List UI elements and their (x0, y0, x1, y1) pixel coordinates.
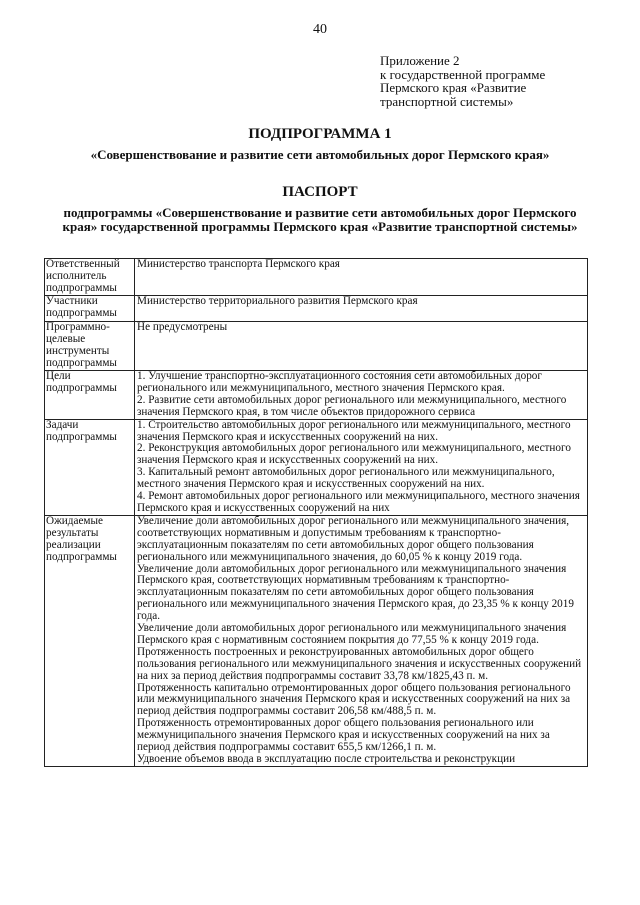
table-row (45, 515, 588, 766)
appendix-line: Приложение 2 (380, 53, 460, 68)
table-row (45, 259, 588, 296)
row-value (135, 371, 588, 420)
appendix-line: транспортной системы» (380, 93, 514, 109)
subprogram-title: ПОДПРОГРАММА 1 (248, 126, 392, 142)
table-row (45, 322, 588, 371)
result-item: Протяженность построенных и реконструированных автомобильных дорог общего пользования регионального или межмуниципального значения и искусственных сооружений на них за период действия подпрограммы составит 33,78 км/1825,43 п. м. (137, 645, 582, 682)
result-item: Увеличение доли автомобильных дорог регионального или межмуниципального значения, соответствующих нормативным и допустимым требованиям к транспортно-эксплуатационным показателям по сети автомобильных дорог общего пользования регионального или межмуниципального значения, до 60,05 % к концу 2019 года. (137, 514, 570, 563)
goal-item: 2. Развитие сети автомобильных дорог регионального или межмуниципального, местного значения Пермского края, в том числе объектов придорожного сервиса (137, 393, 567, 418)
appendix-line: к государственной программе (380, 66, 546, 82)
table-row (45, 371, 588, 420)
result-item: Увеличение доли автомобильных дорог регионального или межмуниципального значения Пермского края, соответствующих нормативным требованиям к транспортно-эксплуатационным показателям по сети автомобильных дорог общего пользования регионального или межмуниципального значения Пермского края, до 23,35 % к концу 2019 года. (137, 562, 574, 623)
row-label: Ответственный исполнитель подпрограммы (45, 259, 135, 296)
row-value: Министерство транспорта Пермского края (135, 259, 588, 296)
row-value (135, 419, 588, 515)
result-item: Увеличение доли автомобильных дорог регионального или межмуниципального значения Пермского края с нормативным состоянием покрытия до 77,55 % к концу 2019 года. (137, 622, 567, 646)
result-item: Протяженность капитально отремонтированных дорог общего пользования регионального или межмуниципального значения Пермского края и искусственных сооружений на них за период действия подпрограммы составит 206,58 км/488,5 п. м. (137, 681, 571, 718)
passport-title: ПАСПОРТ (282, 184, 358, 200)
result-item: Протяженность отремонтированных дорог общего пользования регионального или межмуниципального значения Пермского края и искусственных сооружений на них за период действия подпрограммы составит 655,5 км/1266,1 п. м. (137, 717, 550, 754)
row-value: Не предусмотрены (135, 322, 588, 371)
row-value (135, 515, 588, 766)
passport-table (44, 258, 588, 767)
passport-subtitle: подпрограммы «Совершенствование и развитие сети автомобильных дорог Пермского края» государственной программы Пермского края «Развитие транспортной системы» (62, 205, 578, 234)
table-row (45, 419, 588, 515)
result-item: Удвоение объемов ввода в эксплуатацию после строительства и реконструкции (137, 753, 516, 765)
page-number: 40 (313, 22, 327, 37)
row-label: Цели подпрограммы (45, 371, 135, 420)
subprogram-name: «Совершенствование и развитие сети автомобильных дорог Пермского края» (90, 147, 550, 162)
row-label: Ожидаемые результаты реализации подпрограммы (45, 515, 135, 766)
task-item: 2. Реконструкция автомобильных дорог регионального или межмуниципального, местного значения Пермского края и искусственных сооружений на них. (137, 442, 571, 467)
task-item: 4. Ремонт автомобильных дорог регионального или межмуниципального, местного значения Пермского края и искусственных сооружений на них (137, 490, 580, 514)
row-label: Программно-целевые инструменты подпрограммы (45, 322, 135, 371)
task-item: 3. Капитальный ремонт автомобильных дорог регионального или межмуниципального, местного значения Пермского края и искусственных сооружений на них. (137, 466, 555, 491)
row-label: Задачи подпрограммы (45, 419, 135, 515)
row-value: Министерство территориального развития Пермского края (135, 296, 588, 322)
appendix-note (380, 54, 620, 108)
table-row (45, 296, 588, 322)
task-item: 1. Строительство автомобильных дорог регионального или межмуниципального, местного значения Пермского края и искусственных сооружений на них. (137, 418, 571, 443)
appendix-line: Пермского края «Развитие (380, 80, 527, 95)
goal-item: 1. Улучшение транспортно-эксплуатационного состояния сети автомобильных дорог регионального или межмуниципального, местного значения Пермского края. (137, 370, 542, 394)
row-label: Участники подпрограммы (45, 296, 135, 322)
